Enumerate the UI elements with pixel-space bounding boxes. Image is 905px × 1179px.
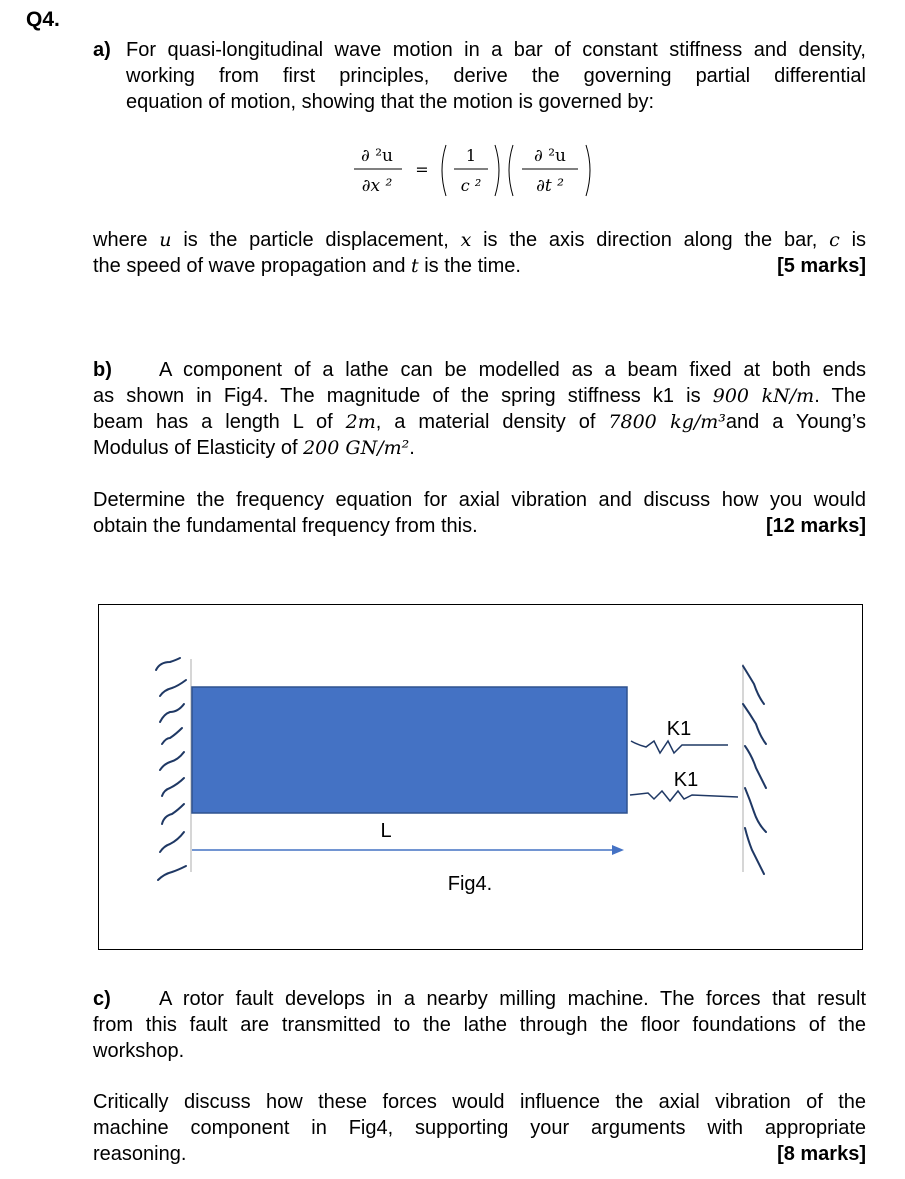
where-text-1: where [93,229,148,251]
density-value: 7800 kg/m³ [608,411,726,433]
right-wall-hatching [743,666,766,874]
part-c-task-3: reasoning. [93,1143,187,1165]
part-c-label: c) [93,988,111,1010]
eq-rhs-denominator: ∂t ² [536,176,564,196]
part-b-text-7: Modulus of Elasticity of [93,437,298,459]
part-b-text-4: beam has a length L of [93,411,333,433]
part-b-text-3: . The [814,385,866,407]
part-c-task-2: machine component in Fig4, supporting your arguments with appropriate [93,1117,866,1139]
var-x: x [460,229,472,251]
where-text-2: is the particle displacement, [183,229,449,251]
eq-coef-denominator: c ² [460,176,482,195]
part-b-task-line-1: Determine the frequency equation for axial vibration and discuss how you would [93,489,866,511]
part-a-line-3: equation of motion, showing that the motion is governed by: [126,91,655,113]
part-a-question [126,37,866,115]
part-b-text-2: as shown in Fig4. The magnitude of the spring stiffness k1 is [93,385,701,407]
eq-coef-numerator: 1 [465,146,477,165]
length-label: L [380,820,392,842]
part-b-text-8: . [409,437,415,459]
spring-bottom [630,791,738,801]
spring-label-top: K1 [666,718,692,740]
where-text-3: is the axis direction along the bar, [483,229,818,251]
part-c-question [93,986,866,1064]
figure-caption: Fig4. [447,873,493,895]
eq-paren-close-1 [495,145,499,196]
part-a-variable-definitions [93,227,866,279]
eq-lhs-numerator: ∂ ²u [361,146,393,166]
eq-rhs-numerator: ∂ ²u [534,146,566,166]
where-text-5: the speed of wave propagation and [93,255,406,277]
length-value: 2m [345,411,376,433]
part-c-text-2: from this fault are transmitted to the lathe through the floor foundations of the [93,1014,866,1036]
spring-label-bottom: K1 [673,769,699,791]
eq-lhs-denominator: ∂x ² [361,176,393,196]
where-text-4: is [851,229,867,251]
part-b-text-5: , a material density of [375,411,596,433]
part-b-label: b) [93,359,112,381]
modulus-value: 200 GN/m² [303,437,410,459]
eq-paren-open-1 [442,145,446,196]
var-c: c [829,229,840,251]
part-a-label: a) [93,39,111,61]
wave-equation [350,140,600,208]
part-c-text-1: A rotor fault develops in a nearby milling machine. The forces that result [159,988,866,1010]
part-a-marks: [5 marks] [777,255,866,277]
var-u: u [159,229,172,251]
var-t: t [411,255,419,277]
part-b-task-line-2: obtain the fundamental frequency from this. [93,515,478,537]
where-text-6: is the time. [424,255,521,277]
part-c-marks: [8 marks] [777,1143,866,1165]
part-b-marks: [12 marks] [765,515,866,537]
part-c-task-1: Critically discuss how these forces would influence the axial vibration of the [93,1091,866,1113]
beam [192,687,627,813]
part-a-line-1: For quasi-longitudinal wave motion in a bar of constant stiffness and density, [126,39,866,61]
eq-paren-close-2 [586,145,590,196]
spring-top [631,741,728,753]
part-b-text-6: and a Young’s [725,411,866,433]
eq-paren-open-2 [509,145,513,196]
part-b-question [93,357,866,461]
part-b-text-1: A component of a lathe can be modelled as a beam fixed at both ends [159,359,866,381]
eq-equals: = [415,160,429,179]
part-b-task [93,487,866,539]
part-c-task [93,1089,866,1167]
question-number: Q4. [26,8,60,31]
part-c-text-3: workshop. [93,1040,185,1062]
left-wall-hatching [156,658,186,880]
length-arrow-head [612,845,624,855]
stiffness-value: 900 kN/m [712,385,815,407]
fig4-diagram [98,604,863,950]
part-a-line-2: working from first principles, derive the governing partial differential [126,65,866,87]
